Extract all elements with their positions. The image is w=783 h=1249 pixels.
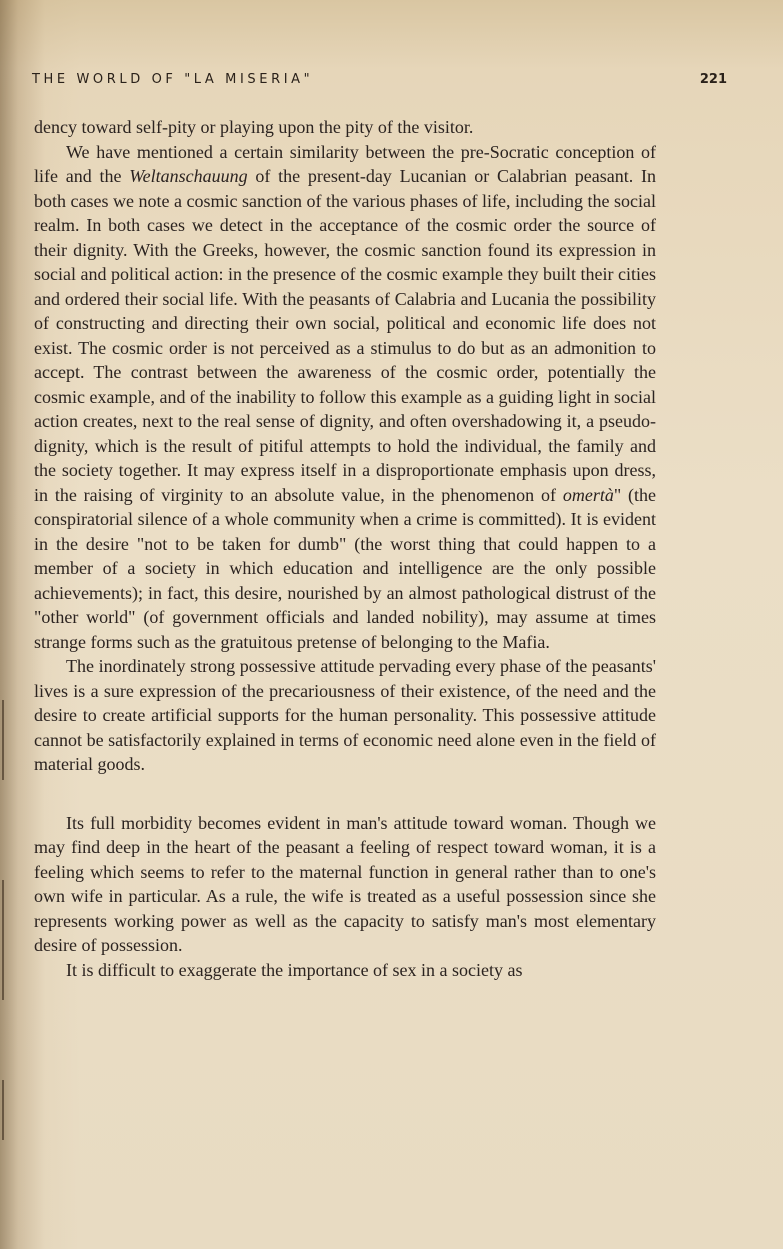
paragraph-text: We have mentioned a certain similarity between the pre-Socratic conception of life and the — [34, 141, 656, 186]
italic-term-weltanschauung: Weltanschauung — [129, 166, 248, 186]
page-header — [32, 72, 727, 96]
paragraph-text: Its full morbidity becomes evident in man's attitude toward woman. Though we may find deep in the heart of the peasant a feeling of respect toward woman, it is a feeling which seems to refer to the maternal function in general rather than to one's own wife in particular. As a rule, the wife is treated as a useful possession since she represents working power as well as the capacity to satisfy man's most elementary desire of possession. — [34, 812, 656, 955]
running-head: THE WORLD OF "LA MISERIA" — [32, 72, 314, 87]
paragraph-attitude-toward-woman — [34, 811, 656, 958]
page-number: 221 — [699, 72, 727, 87]
binding-shadow-mark — [2, 1080, 4, 1140]
paragraph-possessive-attitude — [34, 654, 656, 777]
paragraph-continuation — [34, 115, 656, 140]
paragraph-text: of the present-day Lucanian or Calabrian peasant. In both cases we note a cosmic sanction of the various phases of life, including the social realm. In both cases we detect in the acceptance of the cosmic order the source of their dignity. With the Greeks, however, the cosmic sanction found its expression in social and political action: in the presence of the cosmic example they built their cities and ordered their social life. With the peasants of Calabria and Lucania the possibility of constructing and directing their own social, political and economic life does not exist. The cosmic order is not perceived as a stimulus to do but as an admonition to accept. The contrast between the awareness of the cosmic order, potentially the cosmic example, and of the inability to follow this example as a guiding light in social action creates, next to the real sense of dignity, and often overshadowing it, a pseudo-dignity, which is the result of pitiful attempts to hold the individual, the family and the society together. It may express itself in a disproportionate emphasis upon dress, in the raising of virginity to an absolute value, in the phenomenon of — [34, 166, 656, 505]
paragraph-text: It is difficult to exaggerate the importance of sex in a society as — [66, 959, 523, 980]
paragraph-text: The inordinately strong possessive attitude pervading every phase of the peasants' lives is a sure expression of the precariousness of their existence, of the need and the desire to create artificial supports for the human personality. This possessive attitude cannot be satisfactorily explained in terms of economic need alone even in the field of material goods. — [34, 656, 656, 774]
paragraph-text: dency toward self-pity or playing upon the pity of the visitor. — [34, 117, 474, 137]
paragraph-weltanschauung — [34, 140, 656, 655]
binding-shadow-mark — [2, 700, 4, 780]
body-text — [34, 115, 656, 982]
paragraph-text: " (the conspiratorial silence of a whole community when a crime is committed). It is evident in the desire "not to be taken for dumb" (the worst thing that could happen to a member of a society in which education and intelligence are the only possible achievements); in fact, this desire, nourished by an almost pathological distrust of the "other world" (of government officials and landed nobility), may assume at times strange forms such as the gratuitous pretense of belonging to the Mafia. — [34, 484, 656, 652]
italic-term-omerta: omertà — [562, 484, 614, 505]
binding-shadow-mark — [2, 880, 4, 1000]
paragraph-importance-of-sex — [34, 958, 656, 983]
